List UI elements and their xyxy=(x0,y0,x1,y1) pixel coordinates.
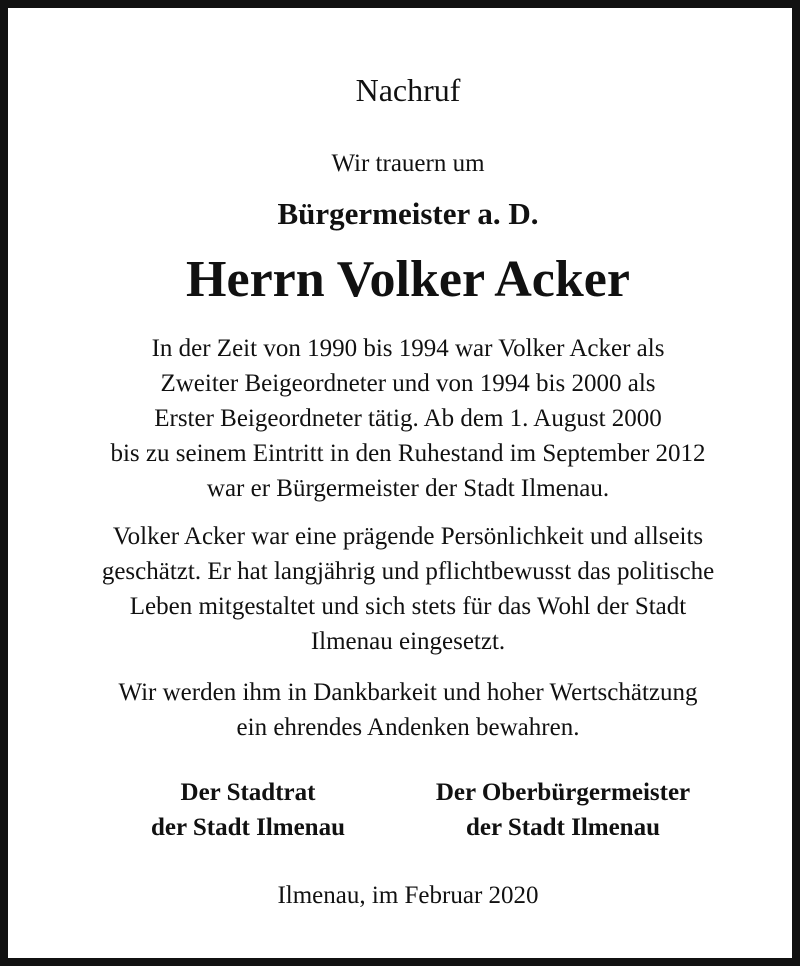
signature-line: der Stadt Ilmenau xyxy=(465,814,660,841)
paragraph-line: geschätzt. Er hat langjährig und pflichtbewusst das politische xyxy=(101,558,715,585)
notice-heading: Nachruf xyxy=(355,72,461,108)
paragraph-line: ein ehrendes Andenken bewahren. xyxy=(236,714,580,741)
notice-intro: Wir trauern um xyxy=(331,150,485,177)
paragraph-line: Zweiter Beigeordneter und von 1994 bis 2000 als xyxy=(160,370,656,397)
paragraph-line: bis zu seinem Eintritt in den Ruhestand im September 2012 xyxy=(110,440,706,467)
tribute-paragraph xyxy=(8,519,800,659)
signature-lord-mayor xyxy=(408,775,718,845)
signature-line: Der Stadtrat xyxy=(180,779,316,806)
paragraph-line: war er Bürgermeister der Stadt Ilmenau. xyxy=(206,475,610,502)
paragraph-line: Wir werden ihm in Dankbarkeit und hoher Wertschätzung xyxy=(118,679,698,706)
signature-city-council xyxy=(108,775,388,845)
paragraph-line: Ilmenau eingesetzt. xyxy=(310,628,506,655)
paragraph-line: In der Zeit von 1990 bis 1994 war Volker Acker als xyxy=(151,335,665,362)
paragraph-line: Volker Acker war eine prägende Persönlichkeit und allseits xyxy=(112,523,704,550)
signature-line: der Stadt Ilmenau xyxy=(150,814,345,841)
place-date: Ilmenau, im Februar 2020 xyxy=(277,882,539,909)
signature-line: Der Oberbürgermeister xyxy=(435,779,691,806)
career-paragraph xyxy=(8,331,800,506)
deceased-title: Bürgermeister a. D. xyxy=(277,196,539,231)
deceased-name: Herrn Volker Acker xyxy=(186,251,630,308)
paragraph-line: Leben mitgestaltet und sich stets für das Wohl der Stadt xyxy=(129,593,687,620)
remembrance-paragraph xyxy=(8,675,800,745)
paragraph-line: Erster Beigeordneter tätig. Ab dem 1. August 2000 xyxy=(154,405,662,432)
